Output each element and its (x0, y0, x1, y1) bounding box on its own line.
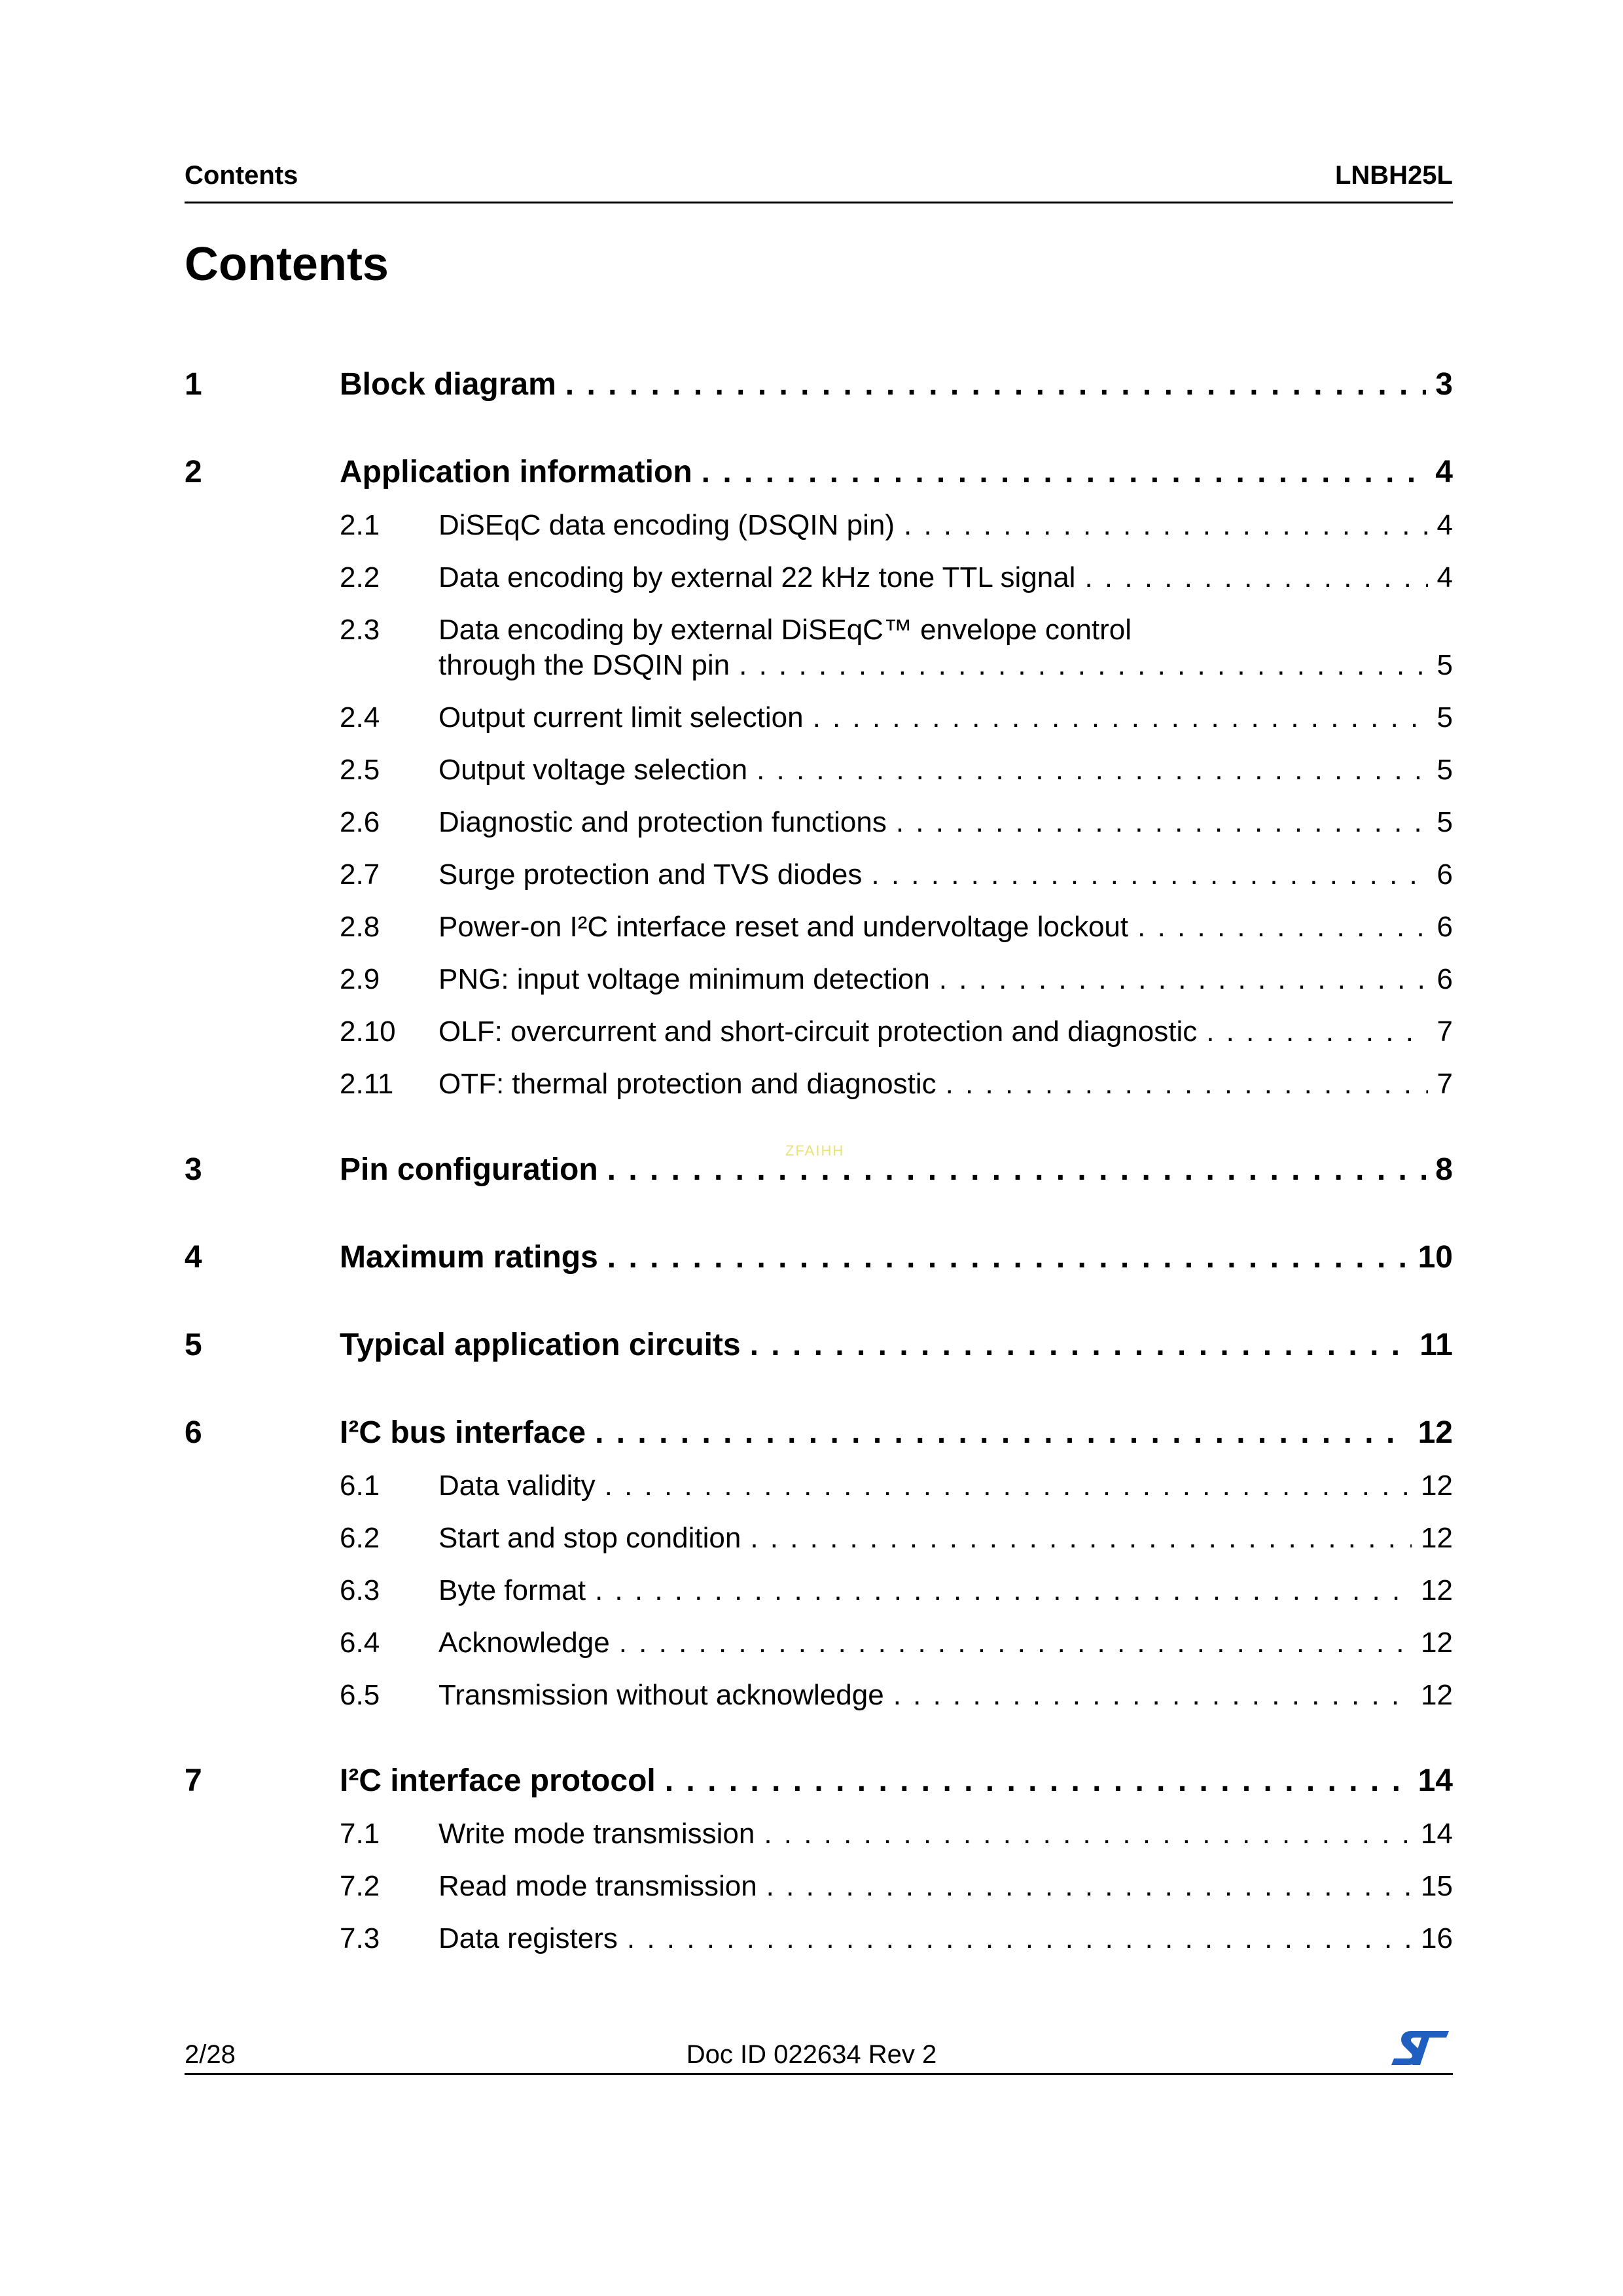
toc-section-5[interactable] (185, 1327, 1453, 1364)
toc-leader (871, 858, 1427, 891)
toc-subsection-number: 2.11 (340, 1068, 394, 1100)
toc-leader (702, 454, 1427, 490)
toc-page-number: 6 (1436, 858, 1453, 891)
table-of-contents (185, 366, 1453, 1955)
toc-subsection-2-2[interactable] (185, 561, 1453, 594)
toc-subsection-title: Write mode transmission (438, 1818, 755, 1850)
toc-subsection-number: 6.1 (340, 1470, 380, 1502)
toc-subsection-title-line2: through the DSQIN pin (438, 649, 730, 681)
toc-page-number: 4 (1436, 561, 1453, 593)
toc-section-2[interactable] (185, 454, 1453, 491)
toc-leader (565, 366, 1427, 402)
toc-page-number: 8 (1435, 1152, 1453, 1187)
document-id: Doc ID 022634 Rev 2 (686, 2040, 937, 2069)
toc-page-number: 7 (1436, 1068, 1453, 1100)
toc-leader (750, 1522, 1412, 1555)
toc-leader (619, 1627, 1412, 1659)
toc-subsection-number: 6.3 (340, 1574, 380, 1606)
toc-page-number: 14 (1418, 1763, 1453, 1798)
toc-page-number: 5 (1436, 806, 1453, 838)
toc-section-number: 7 (185, 1763, 202, 1798)
toc-subsection-number: 6.4 (340, 1627, 380, 1659)
toc-page-number: 12 (1421, 1574, 1453, 1606)
toc-section-number: 3 (185, 1152, 202, 1187)
toc-subsection-7-2[interactable] (185, 1870, 1453, 1903)
toc-subsection-2-3[interactable] (185, 614, 1453, 682)
toc-subsection-title: Transmission without acknowledge (438, 1679, 884, 1711)
page-title: Contents (185, 238, 389, 291)
toc-subsection-title: Byte format (438, 1574, 586, 1606)
toc-subsection-title: Surge protection and TVS diodes (438, 858, 863, 891)
toc-page-number: 12 (1421, 1679, 1453, 1711)
toc-subsection-number: 6.5 (340, 1679, 380, 1711)
toc-subsection-number: 2.10 (340, 1016, 396, 1048)
toc-subsection-number: 2.4 (340, 701, 380, 733)
toc-page-number: 12 (1418, 1415, 1453, 1450)
toc-section-1[interactable] (185, 366, 1453, 403)
toc-section-7[interactable] (185, 1763, 1453, 1799)
toc-page-number: 6 (1436, 911, 1453, 943)
toc-leader (1206, 1016, 1427, 1048)
toc-subsection-number: 2.8 (340, 911, 380, 943)
toc-subsection-7-1[interactable] (185, 1818, 1453, 1850)
toc-subsection-2-4[interactable] (185, 701, 1453, 734)
toc-section-title: Typical application circuits (340, 1328, 741, 1362)
toc-subsection-title: Start and stop condition (438, 1522, 741, 1554)
toc-page-number: 3 (1435, 367, 1453, 402)
toc-page-number: 4 (1435, 455, 1453, 489)
toc-subsection-2-10[interactable] (185, 1016, 1453, 1048)
toc-leader (757, 754, 1427, 786)
toc-leader (665, 1763, 1409, 1799)
toc-section-title: Application information (340, 455, 692, 489)
toc-leader (595, 1574, 1412, 1607)
toc-subsection-number: 2.7 (340, 858, 380, 891)
toc-section-number: 6 (185, 1415, 202, 1450)
toc-page-number: 12 (1421, 1470, 1453, 1502)
page-number: 2/28 (185, 2040, 236, 2069)
toc-subsection-6-2[interactable] (185, 1522, 1453, 1555)
toc-section-4[interactable] (185, 1239, 1453, 1276)
toc-leader (1137, 911, 1427, 944)
toc-leader (813, 701, 1428, 734)
toc-section-title: Maximum ratings (340, 1240, 598, 1275)
toc-page-number: 4 (1436, 509, 1453, 541)
toc-leader (1084, 561, 1427, 594)
toc-subsection-title: Power-on I²C interface reset and undervoltage lockout (438, 911, 1129, 943)
toc-section-title: Block diagram (340, 367, 556, 402)
running-header-product: LNBH25L (1334, 161, 1453, 190)
toc-leader (939, 963, 1428, 996)
toc-leader (607, 1152, 1427, 1188)
toc-leader (605, 1470, 1412, 1502)
toc-subsection-number: 2.2 (340, 561, 380, 593)
toc-subsection-7-3[interactable] (185, 1922, 1453, 1955)
toc-subsection-title-line1: Data encoding by external DiSEqC™ envelope control (438, 614, 1132, 646)
toc-page-number: 7 (1436, 1016, 1453, 1048)
toc-leader (750, 1327, 1411, 1363)
toc-page-number: 5 (1436, 701, 1453, 733)
toc-subsection-title: PNG: input voltage minimum detection (438, 963, 930, 995)
toc-subsection-title: Diagnostic and protection functions (438, 806, 887, 838)
toc-page-number: 6 (1436, 963, 1453, 995)
toc-leader (904, 509, 1428, 542)
toc-subsection-title: Data encoding by external 22 kHz tone TTL signal (438, 561, 1076, 593)
toc-section-title: I²C bus interface (340, 1415, 586, 1450)
header-rule (185, 202, 1453, 203)
toc-subsection-title: DiSEqC data encoding (DSQIN pin) (438, 509, 895, 541)
toc-subsection-6-1[interactable] (185, 1470, 1453, 1502)
toc-subsection-2-11[interactable] (185, 1068, 1453, 1101)
toc-subsection-title: OTF: thermal protection and diagnostic (438, 1068, 936, 1100)
toc-page-number: 5 (1436, 754, 1453, 786)
toc-subsection-number: 2.5 (340, 754, 380, 786)
toc-leader (627, 1922, 1412, 1955)
toc-subsection-number: 7.2 (340, 1870, 380, 1902)
toc-subsection-title: Acknowledge (438, 1627, 610, 1659)
toc-subsection-2-8[interactable] (185, 911, 1453, 944)
toc-page-number: 16 (1421, 1922, 1453, 1954)
running-header-section: Contents (185, 161, 298, 190)
toc-page-number: 5 (1436, 649, 1453, 681)
toc-subsection-number: 2.6 (340, 806, 380, 838)
toc-subsection-title: Data registers (438, 1922, 618, 1954)
toc-subsection-number: 2.3 (340, 614, 380, 646)
toc-page-number: 12 (1421, 1522, 1453, 1554)
toc-leader (739, 649, 1427, 682)
toc-section-number: 5 (185, 1328, 202, 1362)
toc-page-number: 10 (1418, 1240, 1453, 1275)
toc-page-number: 15 (1421, 1870, 1453, 1902)
toc-page-number: 14 (1421, 1818, 1453, 1850)
toc-subsection-title: Read mode transmission (438, 1870, 757, 1902)
toc-subsection-2-7[interactable] (185, 858, 1453, 891)
toc-leader (766, 1870, 1412, 1903)
toc-subsection-title: Output voltage selection (438, 754, 748, 786)
toc-section-number: 1 (185, 367, 202, 402)
toc-subsection-2-5[interactable] (185, 754, 1453, 786)
toc-page-number: 11 (1419, 1328, 1453, 1362)
toc-subsection-2-1[interactable] (185, 509, 1453, 542)
watermark: ZFAIHH (785, 1142, 845, 1159)
toc-subsection-title: Output current limit selection (438, 701, 804, 733)
toc-subsection-number: 6.2 (340, 1522, 380, 1554)
toc-subsection-6-3[interactable] (185, 1574, 1453, 1607)
toc-page-number: 12 (1421, 1627, 1453, 1659)
toc-leader (893, 1679, 1412, 1712)
toc-subsection-number: 7.1 (340, 1818, 380, 1850)
toc-section-title: Pin configuration (340, 1152, 598, 1187)
toc-subsection-title: OLF: overcurrent and short-circuit protection and diagnostic (438, 1016, 1198, 1048)
toc-subsection-2-9[interactable] (185, 963, 1453, 996)
toc-leader (607, 1239, 1409, 1275)
toc-subsection-title: Data validity (438, 1470, 596, 1502)
toc-subsection-2-6[interactable] (185, 806, 1453, 839)
st-logo-icon (1389, 2028, 1452, 2068)
toc-subsection-number: 2.1 (340, 509, 380, 541)
toc-section-3[interactable] (185, 1152, 1453, 1188)
toc-leader (946, 1068, 1428, 1101)
toc-subsection-number: 7.3 (340, 1922, 380, 1954)
toc-leader (764, 1818, 1412, 1850)
toc-section-6[interactable] (185, 1415, 1453, 1451)
toc-section-number: 4 (185, 1240, 202, 1275)
toc-leader (896, 806, 1428, 839)
toc-section-number: 2 (185, 455, 202, 489)
toc-leader (595, 1415, 1409, 1451)
footer-rule (185, 2073, 1453, 2075)
toc-section-title: I²C interface protocol (340, 1763, 656, 1798)
toc-subsection-6-5[interactable] (185, 1679, 1453, 1712)
toc-subsection-6-4[interactable] (185, 1627, 1453, 1659)
toc-subsection-number: 2.9 (340, 963, 380, 995)
